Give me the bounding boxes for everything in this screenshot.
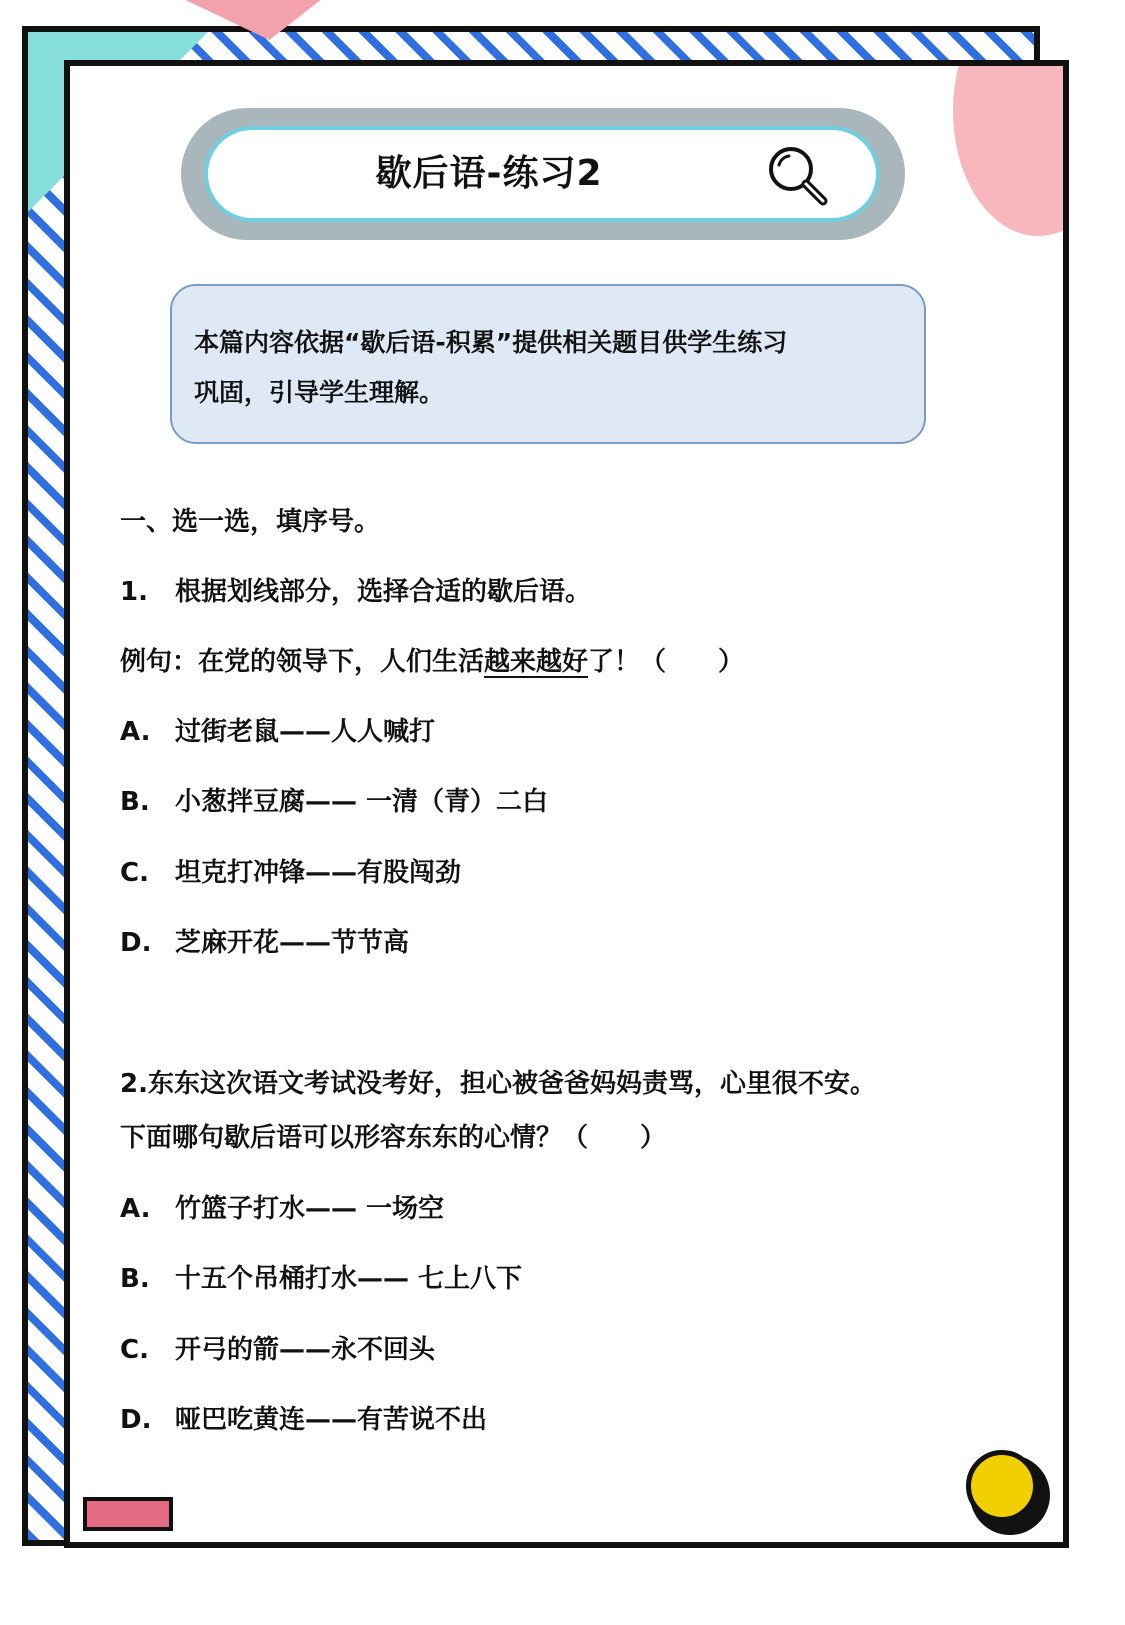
question-1-example <box>120 644 744 680</box>
option-label: A. <box>120 1194 151 1224</box>
q1-option-c <box>120 855 461 891</box>
yellow-decor-circle <box>966 1450 1038 1522</box>
q2-option-b <box>120 1261 522 1297</box>
question-number: 1. <box>120 577 148 607</box>
option-label: D. <box>120 928 152 958</box>
option-label: A. <box>120 717 151 747</box>
option-label: C. <box>120 858 149 888</box>
option-text: 开弓的箭——永不回头 <box>175 1335 436 1365</box>
option-label: B. <box>120 1264 150 1294</box>
q2-option-a <box>120 1191 444 1227</box>
section-heading: 一、选一选，填序号。 <box>120 507 381 537</box>
intro-box <box>170 284 926 444</box>
option-label: C. <box>120 1335 149 1365</box>
option-text: 坦克打冲锋——有股闯劲 <box>175 858 462 888</box>
q2-option-d <box>120 1402 487 1438</box>
option-text: 小葱拌豆腐—— 一清（青）二白 <box>175 787 549 817</box>
intro-line-1: 本篇内容依据“歇后语-积累”提供相关题目供学生练习 <box>194 328 788 357</box>
pink-top-triangle <box>186 0 340 40</box>
option-text: 竹篮子打水—— 一场空 <box>175 1194 445 1224</box>
intro-line-2: 巩固，引导学生理解。 <box>194 378 445 407</box>
example-prefix: 例句：在党的领导下，人们生活 <box>120 647 485 677</box>
option-text: 芝麻开花——节节高 <box>175 928 410 958</box>
option-label: D. <box>120 1405 152 1435</box>
option-label: B. <box>120 787 150 817</box>
q2-option-c <box>120 1332 435 1368</box>
q1-option-d <box>120 925 409 961</box>
question-1-prompt <box>120 574 591 610</box>
option-text: 过街老鼠——人人喊打 <box>175 717 436 747</box>
question-text: 根据划线部分，选择合适的歇后语。 <box>175 577 592 607</box>
search-icon <box>765 143 829 207</box>
question-2-line-2: 下面哪句歇后语可以形容东东的心情？（ ） <box>120 1123 667 1153</box>
pink-decor-rect <box>83 1497 173 1531</box>
page-title: 歇后语-练习2 <box>375 153 603 194</box>
question-2-line-1: 2.东东这次语文考试没考好，担心被爸爸妈妈责骂，心里很不安。 <box>120 1069 876 1099</box>
example-underlined: 越来越好 <box>484 647 589 677</box>
pink-corner-blob <box>953 60 1069 236</box>
q1-option-b <box>120 784 548 820</box>
option-text: 十五个吊桶打水—— 七上八下 <box>175 1264 523 1294</box>
option-text: 哑巴吃黄连——有苦说不出 <box>175 1405 488 1435</box>
q1-option-a <box>120 714 435 750</box>
example-suffix: 了！（ ） <box>588 647 745 677</box>
